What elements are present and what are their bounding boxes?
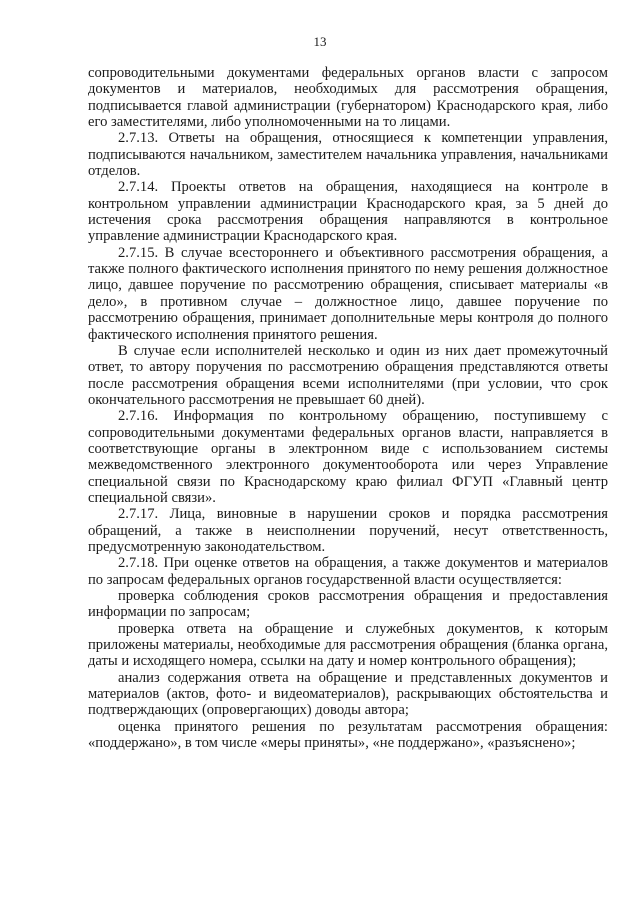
list-item-response-check: проверка ответа на обращение и служебных документов, к которым приложены материалы, необходимые для рассмотрения обращения (бланка органа, даты и исходящего номера, ссылки на дату и номер контрольного обращения); [88,620,608,670]
list-item-decision-evaluation: оценка принятого решения по результатам рассмотрения обращения: «поддержано», в том числе «меры приняты», «не поддержано», «разъяснено»; [88,718,608,752]
paragraph-multiple-executors: В случае если исполнителей несколько и один из них дает промежуточный ответ, то автору поручения по рассмотрению обращения представляются ответы после рассмотрения обращения всеми исполнителями (при условии, что срок окончательного рассмотрения не превышает 60 дней). [88,342,608,408]
paragraph-2-7-17: 2.7.17. Лица, виновные в нарушении сроков и порядка рассмотрения обращений, а также в неисполнении поручений, несут ответственность, предусмотренную законодательством. [88,506,608,555]
paragraph-2-7-15: 2.7.15. В случае всестороннего и объективного рассмотрения обращения, а также полного фактического исполнения принятого по нему решения должностное лицо, давшее поручение по рассмотрению обращения, списывает материалы «в дело», в противном случае – должностное лицо, давшее поручение по рассмотрению обращения, принимает дополнительные меры контроля до полного фактического исполнения принятого решения. [88,244,608,343]
paragraph-2-7-16: 2.7.16. Информация по контрольному обращению, поступившему с сопроводительными документами федеральных органов власти, направляется в соответствующие органы в электронном виде с использованием системы межведомственного электронного документооборота или через Управление специальной связи по Краснодарскому краю филиал ФГУП «Главный центр специальной связи». [88,408,608,506]
paragraph-continuation: сопроводительными документами федеральных органов власти с запросом документов и материалов, необходимых для рассмотрения обращения, подписывается главой администрации (губернатором) Краснодарского края, либо его заместителями, либо уполномоченными на то лицами. [88,65,608,131]
paragraph-2-7-18: 2.7.18. При оценке ответов на обращения, а также документов и материалов по запросам федеральных органов государственной власти осуществляется: [88,555,608,588]
document-body [88,65,608,751]
paragraph-2-7-13: 2.7.13. Ответы на обращения, относящиеся к компетенции управления, подписываются начальником, заместителем начальника управления, начальниками отделов. [88,130,608,180]
paragraph-2-7-14: 2.7.14. Проекты ответов на обращения, находящиеся на контроле в контрольном управлении администрации Краснодарского края, за 5 дней до истечения срока рассмотрения обращения направляются в контрольное управление администрации Краснодарского края. [88,179,608,245]
list-item-deadline-check: проверка соблюдения сроков рассмотрения обращения и предоставления информации по запросам; [88,588,608,621]
page-number: 13 [313,34,327,49]
list-item-content-analysis: анализ содержания ответа на обращение и представленных документов и материалов (актов, фото- и видеоматериалов), раскрывающих обстоятельства и подтверждающих (опровергающих) доводы автора; [88,669,608,719]
